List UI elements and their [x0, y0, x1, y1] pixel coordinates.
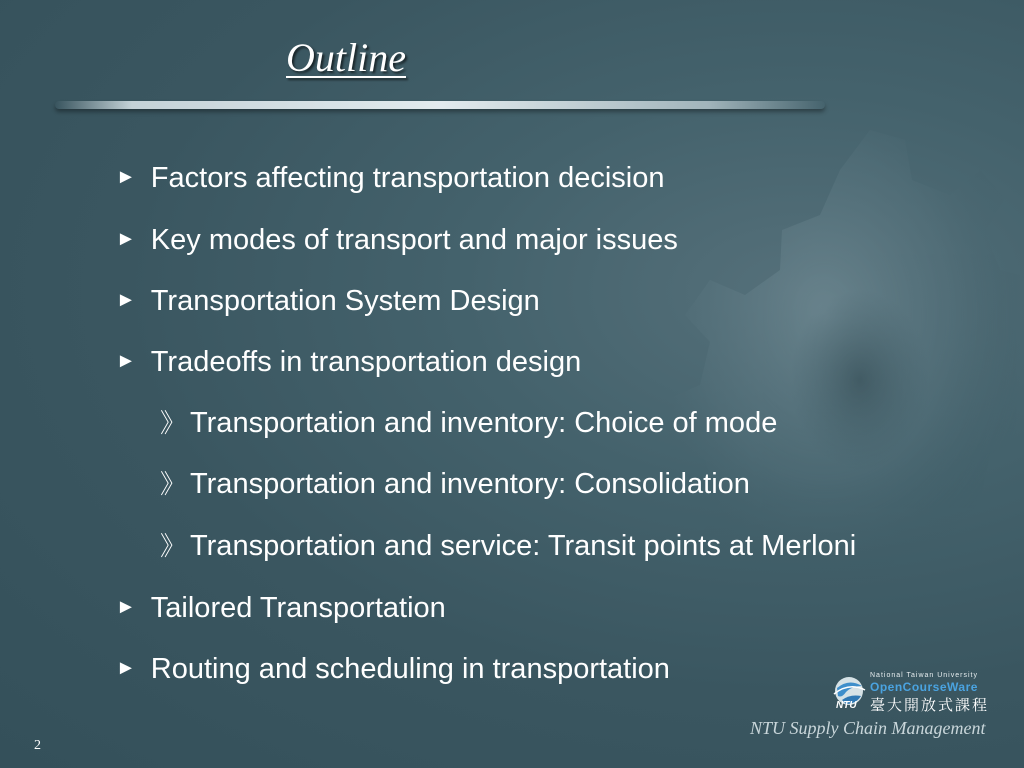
opencourseware-label: OpenCourseWare — [870, 680, 978, 694]
bullet-chevron-icon: 》 — [160, 531, 187, 561]
outline-item — [116, 651, 670, 686]
outline-subitem-text: Transportation and inventory: Consolidation — [190, 468, 750, 500]
chinese-label: 臺大開放式課程 — [870, 696, 990, 714]
outline-item — [116, 590, 446, 625]
bullet-arrow-icon: ► — [116, 228, 136, 250]
outline-subitem-text: Transportation and service: Transit points at Merloni — [190, 530, 857, 562]
outline-subitem — [160, 529, 856, 563]
footer-brand: NTU Supply Chain Management — [750, 718, 986, 738]
bullet-arrow-icon: ► — [116, 350, 136, 372]
outline-subitem — [160, 406, 777, 440]
outline-item — [116, 283, 540, 318]
outline-subitem — [160, 467, 750, 501]
bullet-chevron-icon: 》 — [160, 469, 187, 499]
outline-item-text: Tailored Transportation — [150, 592, 446, 624]
outline-item — [116, 222, 678, 257]
outline-subitem-text: Transportation and inventory: Choice of mode — [190, 407, 778, 439]
bullet-arrow-icon: ► — [116, 657, 136, 679]
slide-title: Outline — [286, 35, 406, 80]
ntu-label: NTU — [836, 700, 857, 711]
outline-item-text: Routing and scheduling in transportation — [150, 653, 670, 685]
bullet-arrow-icon: ► — [116, 289, 136, 311]
university-label: National Taiwan University — [870, 672, 978, 679]
page-number: 2 — [34, 738, 41, 753]
outline-item-text: Key modes of transport and major issues — [150, 224, 678, 256]
bullet-chevron-icon: 》 — [160, 408, 187, 438]
outline-item-text: Tradeoffs in transportation design — [150, 346, 582, 378]
outline-item-text: Transportation System Design — [150, 285, 540, 317]
ntu-opencourseware-logo — [832, 670, 1002, 718]
outline-item — [116, 160, 665, 195]
bullet-arrow-icon: ► — [116, 596, 136, 618]
bullet-arrow-icon: ► — [116, 166, 136, 188]
outline-item-text: Factors affecting transportation decision — [150, 162, 665, 194]
outline-item — [116, 344, 581, 379]
